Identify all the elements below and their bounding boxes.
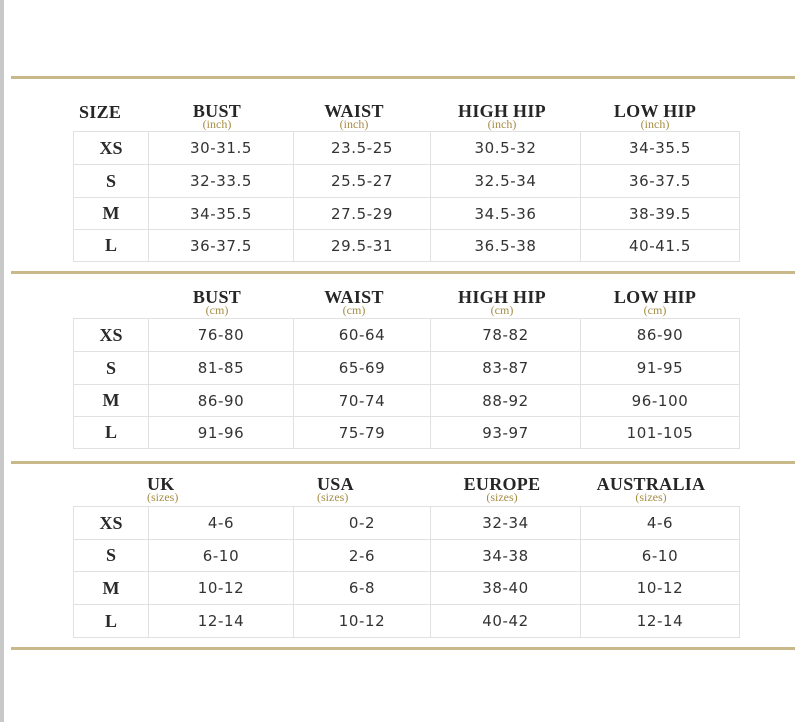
table-cell: 29.5-31 [294, 230, 431, 262]
col-header-europe: EUROPE (sizes) [463, 474, 541, 504]
table-cell: 25.5-27 [294, 165, 431, 198]
table-cell: 36-37.5 [581, 165, 740, 198]
table-cell: 23.5-25 [294, 132, 431, 165]
table-cell: 10-12 [294, 605, 431, 638]
col-header-australia: AUSTRALIA (sizes) [596, 474, 706, 504]
table-cell: 27.5-29 [294, 198, 431, 230]
size-label: L [74, 605, 149, 638]
table-cell: 93-97 [431, 417, 581, 449]
col-header-high-hip-cm: HIGH HIP (cm) [458, 287, 546, 317]
size-label: M [74, 572, 149, 605]
table-cell: 75-79 [294, 417, 431, 449]
col-header-high-hip-inch: HIGH HIP (inch) [458, 101, 546, 131]
table-row [74, 165, 740, 198]
table-cell: 34-38 [431, 540, 581, 572]
table-cell: 36.5-38 [431, 230, 581, 262]
table-cell: 76-80 [149, 319, 294, 352]
table-cell: 40-41.5 [581, 230, 740, 262]
size-label: XS [74, 132, 149, 165]
table-cell: 12-14 [149, 605, 294, 638]
gold-rule-1 [11, 271, 795, 274]
top-gold-rule [11, 76, 795, 79]
col-header-bust-inch: BUST (inch) [192, 101, 242, 131]
table-cell: 86-90 [149, 385, 294, 417]
inch-section [11, 96, 795, 266]
size-label: S [74, 540, 149, 572]
table-cell: 101-105 [581, 417, 740, 449]
table-row [74, 132, 740, 165]
table-cell: 83-87 [431, 352, 581, 385]
table-cell: 30-31.5 [149, 132, 294, 165]
table-cell: 40-42 [431, 605, 581, 638]
table-cell: 10-12 [149, 572, 294, 605]
table-row [74, 572, 740, 605]
size-header: SIZE [79, 102, 122, 122]
table-row [74, 319, 740, 352]
table-cell: 60-64 [294, 319, 431, 352]
cm-size-table [73, 318, 740, 449]
size-label: L [74, 417, 149, 449]
table-cell: 88-92 [431, 385, 581, 417]
table-cell: 86-90 [581, 319, 740, 352]
table-cell: 2-6 [294, 540, 431, 572]
gold-rule-2 [11, 461, 795, 464]
col-header-low-hip-cm: LOW HIP (cm) [613, 287, 697, 317]
table-cell: 38-39.5 [581, 198, 740, 230]
table-cell: 96-100 [581, 385, 740, 417]
table-cell: 10-12 [581, 572, 740, 605]
table-cell: 4-6 [581, 507, 740, 540]
size-label: XS [74, 507, 149, 540]
table-row [74, 507, 740, 540]
table-cell: 32-34 [431, 507, 581, 540]
col-header-waist-inch: WAIST (inch) [324, 101, 384, 131]
table-row [74, 352, 740, 385]
intl-size-table [73, 506, 740, 638]
table-cell: 91-96 [149, 417, 294, 449]
inch-size-table [73, 131, 740, 262]
table-cell: 70-74 [294, 385, 431, 417]
col-header-bust-cm: BUST (cm) [192, 287, 242, 317]
table-cell: 32.5-34 [431, 165, 581, 198]
col-header-waist-cm: WAIST (cm) [324, 287, 384, 317]
table-cell: 6-8 [294, 572, 431, 605]
table-row [74, 230, 740, 262]
size-chart [11, 76, 795, 650]
table-cell: 32-33.5 [149, 165, 294, 198]
table-cell: 34.5-36 [431, 198, 581, 230]
cm-section [11, 288, 795, 458]
col-header-low-hip-inch: LOW HIP (inch) [613, 101, 697, 131]
table-row [74, 385, 740, 417]
table-cell: 38-40 [431, 572, 581, 605]
table-cell: 36-37.5 [149, 230, 294, 262]
table-row [74, 198, 740, 230]
table-cell: 4-6 [149, 507, 294, 540]
table-cell: 78-82 [431, 319, 581, 352]
col-header-uk: UK (sizes) [147, 474, 179, 504]
table-cell: 34-35.5 [581, 132, 740, 165]
table-cell: 12-14 [581, 605, 740, 638]
size-label: M [74, 385, 149, 417]
col-header-usa: USA (sizes) [317, 474, 354, 504]
size-label: L [74, 230, 149, 262]
size-label: S [74, 352, 149, 385]
sizes-section [11, 475, 795, 647]
table-cell: 6-10 [149, 540, 294, 572]
table-cell: 65-69 [294, 352, 431, 385]
table-cell: 0-2 [294, 507, 431, 540]
table-row [74, 540, 740, 572]
bottom-gold-rule [11, 647, 795, 650]
table-cell: 91-95 [581, 352, 740, 385]
table-cell: 81-85 [149, 352, 294, 385]
size-label: XS [74, 319, 149, 352]
size-label: S [74, 165, 149, 198]
size-label: M [74, 198, 149, 230]
table-cell: 6-10 [581, 540, 740, 572]
table-cell: 30.5-32 [431, 132, 581, 165]
table-cell: 34-35.5 [149, 198, 294, 230]
left-edge-border [0, 0, 4, 722]
table-row [74, 605, 740, 638]
table-row [74, 417, 740, 449]
